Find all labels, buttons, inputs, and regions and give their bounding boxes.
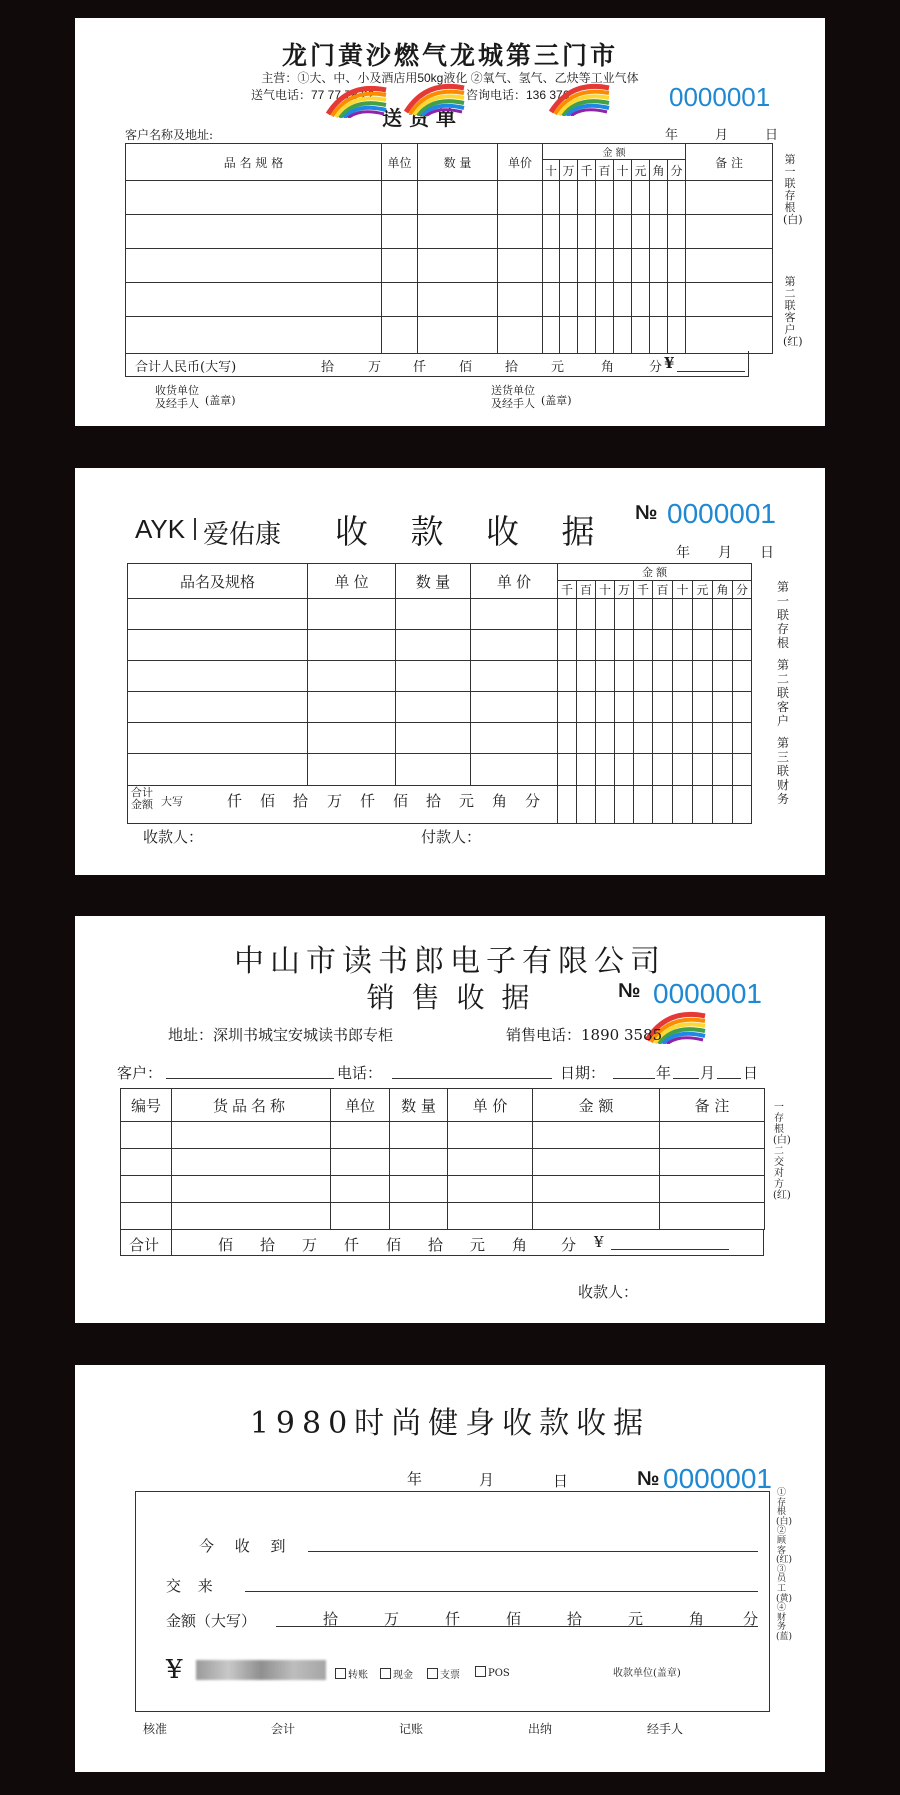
table-row (128, 630, 752, 661)
total-daxie: 大写 (161, 796, 183, 808)
col-header-qty: 数 量 (390, 1089, 448, 1122)
date-year: 年 (656, 1064, 672, 1082)
total-unit: 角 (492, 793, 508, 810)
digit-header: 十 (673, 581, 693, 599)
table-row (121, 1122, 765, 1149)
amount-unit: 万 (384, 1610, 400, 1628)
year-field-line (613, 1078, 655, 1079)
method-pos: POS (488, 1668, 510, 1679)
payee-label: 收款人： (578, 1283, 639, 1301)
table-row (128, 661, 752, 692)
total-unit: 元 (459, 793, 475, 810)
copy-labels: 一存根(白)二交对方(红) (773, 1102, 791, 1201)
number-mark: № (637, 1468, 660, 1490)
digit-header: 千 (634, 581, 653, 599)
digit-header: 分 (668, 160, 686, 181)
digit-header: 百 (596, 160, 614, 181)
date-month: 月 (479, 1471, 495, 1489)
main-business: 主营：①大、中、小及酒店用50kg液化 ②氧气、氢气、乙炔等工业气体 (261, 71, 639, 85)
total-unit: 佰 (386, 1236, 402, 1254)
digit-header: 十 (596, 581, 615, 599)
table-row (128, 723, 752, 754)
total-unit: 佰 (393, 793, 409, 810)
total-label (131, 787, 153, 811)
copy-label-2: 第二联客户(红) (783, 275, 803, 348)
date-year: 年 (676, 545, 690, 561)
total-unit: 角 (512, 1236, 528, 1254)
amount-underline (677, 371, 745, 372)
digit-header: 百 (653, 581, 673, 599)
payment-receipt-sheet (75, 468, 825, 875)
total-unit: 拾 (426, 793, 442, 810)
total-unit: 拾 (260, 1236, 276, 1254)
col-header-unit: 单 位 (308, 564, 396, 599)
consult-phone: 咨询电话：136 376 (466, 88, 570, 102)
total-unit: 佰 (260, 793, 276, 810)
table-row (126, 249, 773, 283)
method-check: 支票 (440, 1670, 460, 1681)
footer-approve: 核准 (143, 1722, 168, 1736)
receiver-seal: (盖章) (205, 394, 236, 407)
digit-header: 万 (560, 160, 578, 181)
total-unit: 拾 (321, 360, 335, 375)
col-header-amount: 金 额 (533, 1089, 660, 1122)
total-unit: 分 (525, 793, 541, 810)
total-unit: 分 (649, 360, 663, 375)
total-label: 合计 (129, 1236, 160, 1254)
date-label: 日期： (560, 1064, 606, 1082)
digit-header: 十 (543, 160, 560, 181)
serial-number: 0000001 (663, 1463, 773, 1494)
col-header-remark: 备 注 (660, 1089, 765, 1122)
amount-unit: 拾 (323, 1610, 339, 1628)
fitness-receipt-sheet (75, 1365, 825, 1772)
document-title: 送 货 单 (382, 106, 456, 130)
delivery-phone: 送气电话：77 77 78 22 (251, 88, 375, 102)
total-label-a: 合计 (131, 787, 153, 799)
brand-divider (194, 518, 196, 540)
digit-header: 十 (614, 160, 632, 181)
rainbow-logo-icon (322, 80, 392, 118)
serial-number: 0000001 (653, 978, 763, 1009)
total-unit: 万 (327, 793, 343, 810)
col-header-unit: 单位 (382, 144, 418, 181)
total-unit: 仟 (360, 793, 376, 810)
for-line (245, 1591, 758, 1592)
amount-unit: 角 (689, 1610, 705, 1628)
amount-label: 金额（大写） (166, 1612, 257, 1630)
customer-field-line (166, 1078, 334, 1079)
table-row (128, 599, 752, 630)
rainbow-logo-icon (400, 78, 470, 116)
amount-unit: 分 (743, 1610, 759, 1628)
payee-label: 收款人： (143, 829, 204, 846)
table-row (126, 181, 773, 215)
digit-header: 分 (733, 581, 752, 599)
serial-number: 0000001 (667, 498, 777, 529)
total-unit: 仟 (344, 1236, 360, 1254)
copy-label-1: 第一联存根 (776, 580, 789, 650)
company-name: 龙门黄沙燃气龙城第三门市 (281, 41, 618, 70)
checkbox-icon[interactable] (475, 1666, 486, 1677)
footer-bookkeeping: 记账 (399, 1722, 424, 1736)
table-row (126, 317, 773, 354)
items-table (125, 143, 773, 354)
copy-labels: ①存根(白)②顾客(红)③员工(黄)④财务(蓝) (776, 1488, 793, 1642)
table-row (121, 1176, 765, 1203)
total-unit: 拾 (293, 793, 309, 810)
method-cash: 现金 (393, 1670, 413, 1681)
rainbow-logo-icon (545, 78, 615, 116)
table-row (126, 215, 773, 249)
footer-accounting: 会计 (271, 1722, 296, 1736)
customer-label: 客户： (117, 1064, 163, 1082)
payment-method (427, 1666, 460, 1681)
copy-label-3: 第三联财务 (776, 736, 789, 806)
date-month: 月 (718, 545, 732, 561)
date-year: 年 (665, 128, 679, 143)
copy-label-1: 第一联存根(白) (783, 153, 803, 226)
total-label-b: 金额 (131, 799, 153, 811)
payment-method (380, 1666, 413, 1681)
total-row-divider (171, 1230, 172, 1255)
items-table (120, 1088, 765, 1230)
digit-header: 万 (615, 581, 634, 599)
total-unit: 仟 (227, 793, 243, 810)
col-header-no: 编号 (121, 1089, 172, 1122)
amount-underline (611, 1249, 729, 1250)
date-day: 日 (553, 1472, 569, 1490)
digit-header: 元 (632, 160, 650, 181)
col-header-price: 单 价 (471, 564, 558, 599)
table-row (128, 692, 752, 723)
number-mark: № (618, 980, 641, 1002)
copy-label-2: 第二联客户 (776, 658, 789, 728)
amount-unit: 元 (628, 1610, 644, 1628)
total-unit: 佰 (218, 1236, 234, 1254)
brand-name: 爱佑康 (203, 519, 282, 549)
date-day: 日 (765, 128, 779, 143)
total-unit: 万 (302, 1236, 318, 1254)
yen-sign: ¥ (594, 1233, 604, 1251)
date-month: 月 (715, 128, 729, 143)
received-from-label: 今 收 到 (199, 1537, 286, 1555)
col-header-price: 单 价 (448, 1089, 533, 1122)
amount-unit: 拾 (567, 1610, 583, 1628)
checkbox-icon[interactable] (335, 1668, 346, 1679)
total-label: 合计人民币(大写) (135, 360, 237, 375)
month-field-line (673, 1078, 699, 1079)
phone-label: 电话： (337, 1064, 383, 1082)
col-header-name: 品名及规格 (128, 564, 308, 599)
brand-logo: AYK (135, 514, 186, 544)
address: 地址：深圳书城宝安城读书郎专柜 (168, 1026, 394, 1044)
payment-method (475, 1666, 510, 1679)
date-day: 日 (760, 545, 774, 561)
yen-sign: ¥ (166, 1655, 183, 1685)
table-row (121, 1149, 765, 1176)
payment-method (335, 1666, 368, 1681)
footer-handler: 经手人 (647, 1722, 684, 1736)
digit-header: 千 (558, 581, 577, 599)
digit-header: 角 (713, 581, 733, 599)
total-unit: 元 (551, 360, 565, 375)
amount-unit: 仟 (445, 1610, 461, 1628)
col-header-unit: 单位 (331, 1089, 390, 1122)
number-mark: № (635, 502, 658, 524)
table-row (121, 1203, 765, 1230)
table-row (128, 754, 752, 786)
received-from-line (308, 1551, 758, 1552)
yen-sign: ¥ (664, 354, 675, 372)
date-month: 月 (700, 1064, 716, 1082)
items-table (127, 563, 752, 824)
footer-cashier: 出纳 (528, 1722, 553, 1736)
col-header-qty: 数 量 (396, 564, 471, 599)
total-unit: 元 (470, 1236, 486, 1254)
day-field-line (717, 1078, 741, 1079)
payer-label: 付款人： (421, 829, 482, 846)
payee-unit-label: 收款单位(盖章) (613, 1668, 681, 1679)
delivery-note-sheet (75, 18, 825, 426)
digit-header: 角 (650, 160, 668, 181)
digit-header: 千 (578, 160, 596, 181)
sales-receipt-sheet (75, 916, 825, 1323)
company-name: 中山市读书郎电子有限公司 (234, 944, 666, 979)
total-unit: 佰 (459, 360, 473, 375)
total-unit: 万 (368, 360, 382, 375)
table-row (126, 283, 773, 317)
amount-unit: 佰 (506, 1610, 522, 1628)
total-unit: 角 (601, 360, 615, 375)
col-header-amount: 金 额 (558, 564, 752, 581)
for-label: 交 来 (166, 1577, 213, 1595)
col-header-amount: 金 额 (543, 144, 686, 160)
col-header-price: 单价 (498, 144, 543, 181)
col-header-qty: 数 量 (418, 144, 498, 181)
document-title: 销 售 收 据 (366, 981, 534, 1014)
receiver-sign-label: 收货单位 及经手人 (155, 384, 199, 410)
digit-header: 元 (693, 581, 713, 599)
checkbox-icon[interactable] (427, 1668, 438, 1679)
checkbox-icon[interactable] (380, 1668, 391, 1679)
total-unit: 拾 (428, 1236, 444, 1254)
total-unit: 分 (561, 1236, 577, 1254)
col-header-name: 货品名称 (172, 1089, 331, 1122)
redacted-amount (196, 1660, 326, 1680)
col-header-name: 品 名 规 格 (126, 144, 382, 181)
sales-phone: 销售电话：1890 3585 (506, 1026, 663, 1044)
document-title: 收 款 收 据 (335, 512, 597, 551)
date-day: 日 (743, 1064, 759, 1082)
method-transfer: 转账 (348, 1670, 368, 1681)
col-header-remark: 备 注 (686, 144, 773, 181)
total-unit: 仟 (413, 360, 427, 375)
customer-label: 客户名称及地址: (125, 128, 214, 142)
date-year: 年 (407, 1470, 423, 1488)
digit-header: 百 (577, 581, 596, 599)
sender-seal: (盖章) (541, 394, 572, 407)
total-unit: 拾 (505, 360, 519, 375)
phone-field-line (392, 1078, 552, 1079)
sender-sign-label: 送货单位 及经手人 (491, 384, 535, 410)
serial-number: 0000001 (669, 82, 771, 112)
document-title: 1980时尚健身收款收据 (249, 1406, 651, 1441)
